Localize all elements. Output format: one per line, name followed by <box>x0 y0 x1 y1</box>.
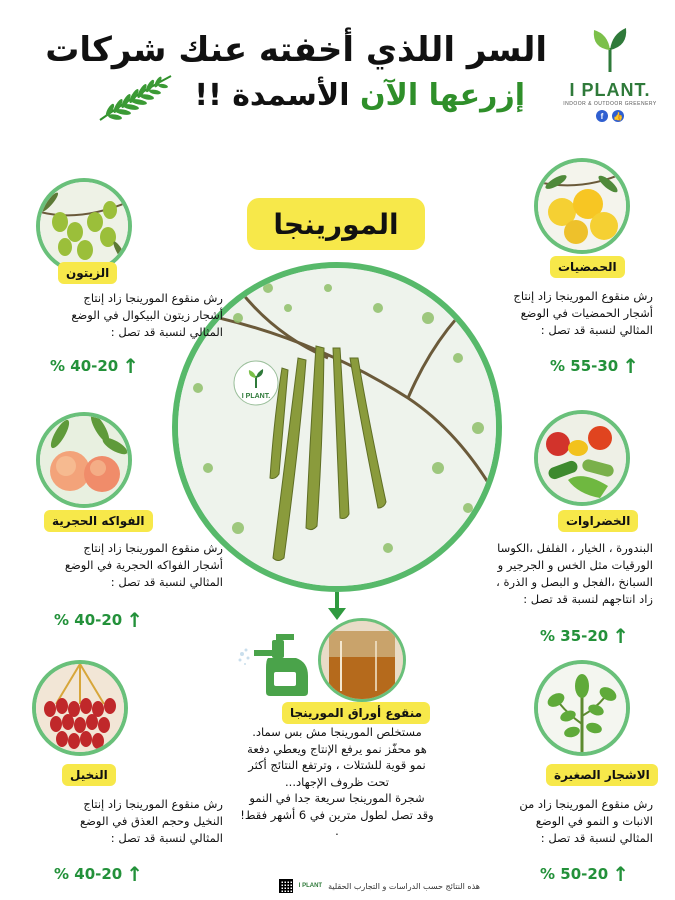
footer-note: هذه النتائج حسب الدراسات و التجارب الحقلية <box>328 881 480 891</box>
seedlings-description <box>423 796 653 847</box>
stone-fruit-label: الفواكه الحجرية <box>44 510 153 532</box>
seedlings-label: الاشجار الصغيرة <box>546 764 658 786</box>
footer <box>240 878 480 894</box>
palm-description <box>0 796 223 847</box>
qr-code-icon[interactable] <box>279 879 293 893</box>
description-line: . <box>335 824 339 838</box>
description-line: الورقيات مثل الخس و الجرجير و <box>497 558 653 572</box>
up-arrow-icon: ↑ <box>612 862 629 886</box>
description-line: النخيل وحجم العذق في الوضع <box>80 814 223 828</box>
seedlings-percent: % 50-20 <box>540 865 609 883</box>
vegetables-label: الخضراوات <box>558 510 638 532</box>
description-line: المثالي لنسبة قد تصل : <box>110 831 223 845</box>
footer-logo: I PLANT <box>298 883 323 889</box>
palm-increase <box>54 864 143 884</box>
spray-bottle-icon <box>236 628 316 698</box>
arrow-down-icon <box>325 592 349 622</box>
description-line: زاد انتاجهم لنسبة قد تصل : <box>523 592 653 606</box>
moringa-title: المورينجا <box>247 198 425 250</box>
up-arrow-icon: ↑ <box>612 624 629 648</box>
description-line: رش منقوع المورينجا زاد إنتاج <box>83 797 223 811</box>
seedlings-increase <box>540 864 629 884</box>
citrus-increase <box>550 356 639 376</box>
description-line: المثالي لنسبة قد تصل : <box>540 323 653 337</box>
image-watermark: I PLANT. <box>241 393 271 400</box>
citrus-label: الحمضيات <box>550 256 625 278</box>
description-line: الانبات و النمو في الوضع <box>535 814 653 828</box>
description-line: رش منقوع المورينجا زاد إنتاج <box>83 291 223 305</box>
description-line: المثالي لنسبة قد تصل : <box>110 325 223 339</box>
description-line: رش منقوع المورينجا زاد من <box>519 797 653 811</box>
stone-fruit-increase <box>54 610 143 630</box>
vegetables-description <box>403 540 653 608</box>
description-line: هو محفّز نمو يرفع الإنتاج ويعطي دفعة <box>247 741 427 756</box>
description-line: رش منقوع المورينجا زاد إنتاج <box>513 289 653 303</box>
description-line: المثالي لنسبة قد تصل : <box>540 831 653 845</box>
description-line: نمو قوية للشتلات ، وترتفع النتائج أكثر <box>248 758 426 772</box>
up-arrow-icon: ↑ <box>622 354 639 378</box>
headline-cta: إزرعها الآن <box>359 78 525 113</box>
palm-dates-image <box>32 660 128 756</box>
brand-name: I PLANT. <box>569 80 651 100</box>
description-line: أشجار زيتون البيكوال في الوضع <box>71 308 223 322</box>
seedlings-image <box>534 660 630 756</box>
stone-fruit-description <box>0 540 223 591</box>
citrus-image <box>534 158 630 254</box>
olive-label: الزيتون <box>58 262 117 284</box>
olive-image <box>36 178 132 274</box>
moringa-description <box>232 724 442 840</box>
brand-logo <box>560 28 660 122</box>
description-line: المثالي لنسبة قد تصل : <box>110 575 223 589</box>
citrus-percent: % 55-30 <box>550 357 619 375</box>
description-line: مستخلص المورينجا مش بس سماد. <box>252 725 422 739</box>
description-line: وقد تصل لطول مترين في 6 أشهر فقط! <box>240 807 434 822</box>
description-line: البندورة ، الخيار ، الفلفل ،الكوسا <box>497 541 653 555</box>
up-arrow-icon: ↑ <box>122 354 139 378</box>
vegetables-percent: % 35-20 <box>540 627 609 645</box>
description-line: أشجار الفواكه الحجرية في الوضع <box>64 558 223 572</box>
description-line: أشجار الحمضيات في الوضع <box>520 306 653 320</box>
up-arrow-icon: ↑ <box>126 862 143 886</box>
up-arrow-icon: ↑ <box>126 608 143 632</box>
palm-label: النخيل <box>62 764 116 786</box>
description-line: رش منقوع المورينجا زاد إنتاج <box>83 541 223 555</box>
extract-label: منقوع أوراق المورينجا <box>282 702 430 724</box>
palm-percent: % 40-20 <box>54 865 123 883</box>
description-line: شجرة المورينجا سريعة جدا في النمو <box>249 791 425 805</box>
like-icon[interactable]: 👍 <box>613 111 623 121</box>
description-line: السبانخ ،الفجل و البصل و الذرة ، <box>496 575 653 589</box>
description-line: تحت ظروف الإجهاد... <box>285 774 389 789</box>
headline-line-1: السر اللذي أخفته عنك شركات <box>45 30 547 70</box>
olive-increase <box>50 356 139 376</box>
stone-fruit-percent: % 40-20 <box>54 611 123 629</box>
headline-line-2-text: الأسمدة !! <box>194 78 350 113</box>
sprout-logo-icon <box>588 28 632 74</box>
moringa-extract-jar-image <box>318 618 406 702</box>
olive-description <box>0 290 223 341</box>
stone-fruit-image <box>36 412 132 508</box>
brand-tagline: INDOOR & OUTDOOR GREENERY <box>563 101 657 107</box>
vegetables-increase <box>540 626 629 646</box>
headline-line-2 <box>194 78 525 113</box>
fern-leaf-icon <box>95 70 175 125</box>
olive-percent: % 40-20 <box>50 357 119 375</box>
citrus-description <box>423 288 653 339</box>
facebook-icon[interactable]: f <box>596 110 608 122</box>
vegetables-image <box>534 410 630 506</box>
